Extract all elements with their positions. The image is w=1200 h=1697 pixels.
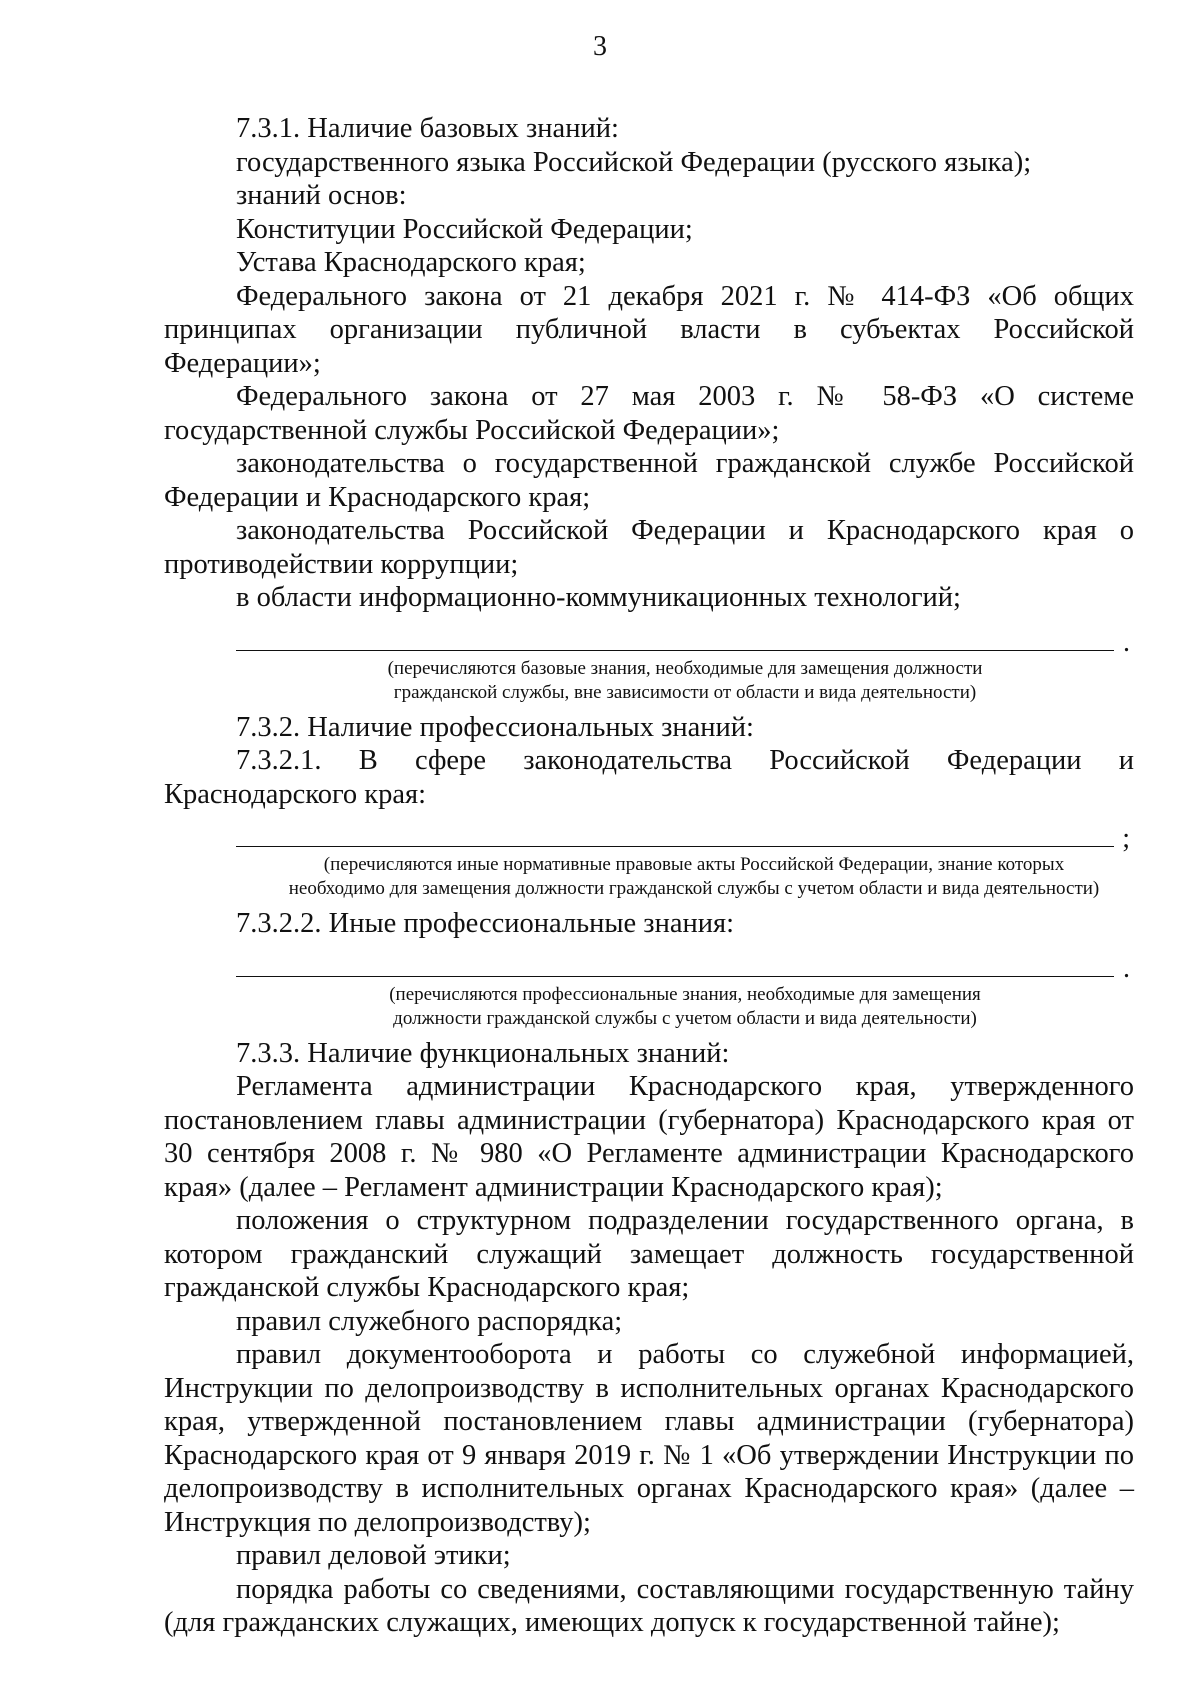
fill-in-caption [164,983,1134,1031]
caption-line: необходимо для замещения должности гражданской службы с учетом области и вида деятельности) [288,878,1100,899]
caption-line: должности гражданской службы с учетом области и вида деятельности) [393,1007,977,1029]
paragraph: 7.3.2. Наличие профессиональных знаний: [236,711,754,743]
paragraph: положения о структурном подразделении государственного органа, в котором гражданский служащий замещает должность государственной гражданской службы Краснодарского края; [164,1205,1134,1303]
document-body [164,112,1134,1640]
paragraph: законодательства о государственной гражданской службе Российской Федерации и Краснодарского края; [164,448,1134,513]
paragraph: правил документооборота и работы со служебной информацией, Инструкции по делопроизводству в исполнительных органах Краснодарского края, утвержденной постановлением главы администрации (губернатора) Краснодарского края от 9 января 2019 г. № 1 «Об утверждении Инструкции по делопроизводству в исполнительных органах Краснодарского края» (далее – Инструкция по делопроизводству); [164,1339,1134,1538]
paragraph: 7.3.3. Наличие функциональных знаний: [236,1037,730,1069]
underline [236,846,1114,847]
caption-line: гражданской службы, вне зависимости от области и вида деятельности) [393,681,977,703]
underline [236,650,1114,651]
line-punctuation: . [1123,952,1130,984]
caption-line: (перечисляются базовые знания, необходимые для замещения должности [387,657,983,679]
caption-line: (перечисляются профессиональные знания, необходимые для замещения [389,983,981,1005]
paragraph: Федерального закона от 27 мая 2003 г. № 58-ФЗ «О системе государственной службы Российской Федерации»; [164,381,1134,446]
paragraph: 7.3.1. Наличие базовых знаний: [236,113,619,144]
paragraph: Устава Краснодарского края; [236,247,586,278]
fill-in-caption [164,853,1134,901]
paragraph: в области информационно-коммуникационных технологий; [236,582,961,613]
fill-in-caption [164,657,1134,705]
paragraph: правил деловой этики; [236,1540,511,1571]
paragraph: порядка работы со сведениями, составляющими государственную тайну (для гражданских служащих, имеющих допуск к государственной тайне); [164,1573,1134,1638]
paragraph: Конституции Российской Федерации; [236,213,693,245]
paragraph: 7.3.2.1. В сфере законодательства Российской Федерации и Краснодарского края: [164,745,1134,810]
paragraph: государственного языка Российской Федерации (русского языка); [236,146,1032,178]
line-punctuation: ; [1122,823,1130,854]
line-punctuation: . [1123,626,1130,658]
paragraph: законодательства Российской Федерации и Краснодарского края о противодействии коррупции; [164,515,1134,580]
paragraph: правил служебного распорядка; [236,1305,623,1337]
fill-in-line [236,823,1134,854]
paragraph: 7.3.2.2. Иные профессиональные знания: [236,908,734,939]
page-number: 3 [593,31,607,62]
caption-line: (перечисляются иные нормативные правовые акты Российской Федерации, знание которых [323,854,1065,875]
paragraph: знаний основ: [236,180,407,211]
paragraph: Регламента администрации Краснодарского края, утвержденного постановлением главы администрации (губернатора) Краснодарского края от 30 сентября 2008 г. № 980 «О Регламенте администрации Краснодарского края» (далее – Регламент администрации Краснодарского края); [164,1071,1134,1203]
underline [236,976,1114,977]
fill-in-line [236,626,1134,658]
fill-in-line [236,952,1134,984]
paragraph: Федерального закона от 21 декабря 2021 г. № 414-ФЗ «Об общих принципах организации публичной власти в субъектах Российской Федерации»; [164,280,1134,379]
